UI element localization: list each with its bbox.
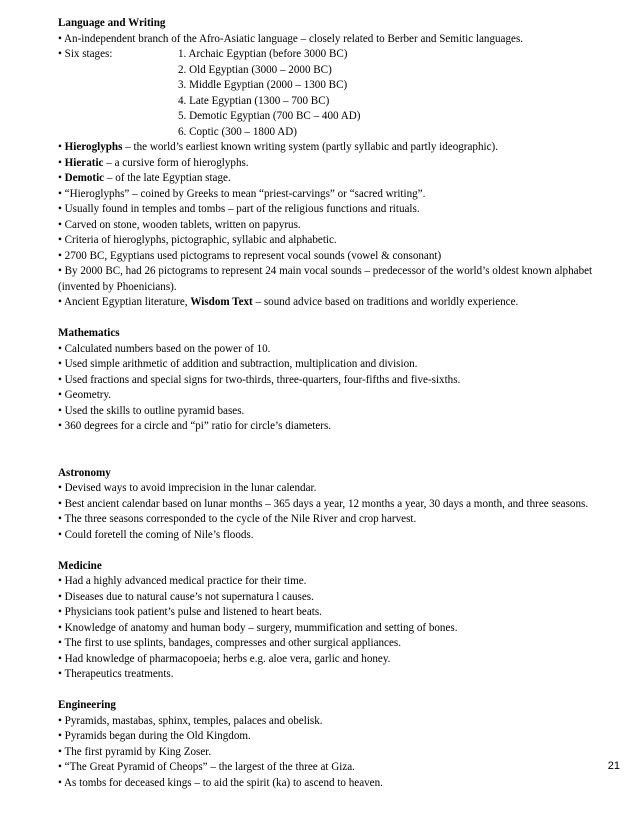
- list-item: • Had a highly advanced medical practice for their time.: [58, 575, 307, 587]
- stage-item: 5. Demotic Egyptian (700 BC – 400 AD): [178, 110, 361, 122]
- list-item: • The three seasons corresponded to the cycle of the Nile River and crop harvest.: [58, 513, 417, 525]
- list-item: • Pyramids, mastabas, sphinx, temples, palaces and obelisk.: [58, 714, 323, 727]
- stage-item: 4. Late Egyptian (1300 – 700 BC): [178, 94, 330, 107]
- six-stages-list: [58, 47, 620, 140]
- temples-item: • Usually found in temples and tombs – part of the religious functions and rituals.: [58, 203, 420, 215]
- list-item: • Best ancient calendar based on lunar months – 365 days a year, 12 months a year, 30 days a month, and three seasons.: [58, 497, 589, 510]
- language-branch-item: • An-independent branch of the Afro-Asiatic language – closely related to Berber and Semitic languages.: [58, 32, 524, 45]
- language-writing-section: [58, 16, 620, 311]
- stage-item: 3. Middle Egyptian (2000 – 1300 BC): [178, 79, 348, 91]
- hieratic-term: Hieratic: [64, 156, 104, 169]
- astronomy-section: [58, 466, 620, 544]
- stage-item: 1. Archaic Egyptian (before 3000 BC): [178, 48, 348, 60]
- list-item: • Calculated numbers based on the power of 10.: [58, 342, 271, 355]
- list-item: • “The Great Pyramid of Cheops” – the largest of the three at Giza.: [58, 761, 355, 773]
- list-item: • Geometry.: [58, 389, 112, 401]
- list-item: • Physicians took patient’s pulse and listened to heart beats.: [58, 606, 322, 618]
- demotic-term: Demotic: [64, 172, 105, 184]
- literature-before: • Ancient Egyptian literature,: [58, 296, 191, 308]
- list-item: • Used the skills to outline pyramid bases.: [58, 404, 245, 417]
- list-item: • The first to use splints, bandages, compresses and other surgical appliances.: [58, 637, 401, 649]
- literature-item: [58, 295, 620, 311]
- pictograms-2000bc-item: • By 2000 BC, had 26 pictograms to represent 24 main vocal sounds – predecessor of the world’s oldest known alphabet (invented by Phoenicians).: [58, 265, 593, 293]
- hieroglyphs-coined-item: • “Hieroglyphs” – coined by Greeks to mean “priest-carvings” or “sacred writing”.: [58, 187, 426, 200]
- list-item: • Used simple arithmetic of addition and subtraction, multiplication and division.: [58, 358, 418, 370]
- criteria-item: • Criteria of hieroglyphs, pictographic, syllabic and alphabetic.: [58, 234, 337, 246]
- stage-item: 2. Old Egyptian (3000 – 2000 BC): [178, 63, 332, 76]
- six-stages-label: • Six stages:: [58, 48, 113, 60]
- list-item: • Could foretell the coming of Nile’s floods.: [58, 528, 254, 541]
- astronomy-heading: Astronomy: [58, 466, 111, 479]
- carved-item: • Carved on stone, wooden tablets, written on papyrus.: [58, 218, 301, 231]
- list-item: • Had knowledge of pharmacopoeia; herbs e.g. aloe vera, garlic and honey.: [58, 652, 391, 665]
- mathematics-section: [58, 326, 620, 435]
- hieroglyphs-term: Hieroglyphs: [64, 141, 123, 153]
- hieroglyphs-text: – the world’s earliest known writing system (partly syllabic and partly ideographic).: [122, 141, 498, 153]
- list-item: • Used fractions and special signs for two-thirds, three-quarters, four-fifths and five-sixths.: [58, 373, 461, 386]
- medicine-heading: Medicine: [58, 559, 102, 572]
- list-item: • Pyramids began during the Old Kingdom.: [58, 730, 251, 742]
- pictograms-2700bc-item: • 2700 BC, Egyptians used pictograms to represent vocal sounds (vowel & consonant): [58, 249, 442, 262]
- list-item: • Therapeutics treatments.: [58, 668, 174, 680]
- medicine-section: [58, 559, 620, 683]
- wisdom-text-term: Wisdom Text: [190, 296, 253, 308]
- list-item: • As tombs for deceased kings – to aid the spirit (ka) to ascend to heaven.: [58, 776, 383, 789]
- list-item: • Knowledge of anatomy and human body – surgery, mummification and setting of bones.: [58, 621, 458, 634]
- list-item: • The first pyramid by King Zoser.: [58, 745, 212, 758]
- list-item: • Diseases due to natural cause’s not supernatura l causes.: [58, 590, 314, 603]
- list-item: • Devised ways to avoid imprecision in the lunar calendar.: [58, 482, 317, 494]
- document-page: [58, 16, 620, 791]
- literature-after: – sound advice based on traditions and worldly experience.: [252, 296, 519, 308]
- stage-item: 6. Coptic (300 – 1800 AD): [178, 125, 297, 138]
- demotic-item: • Demotic – of the late Egyptian stage.: [58, 172, 231, 184]
- hieratic-text: – a cursive form of hieroglyphs.: [103, 156, 249, 169]
- page-number: 21: [607, 760, 620, 772]
- language-writing-heading: Language and Writing: [58, 17, 166, 29]
- hieratic-item: • Hieratic – a cursive form of hieroglyphs.: [58, 156, 249, 169]
- engineering-heading: Engineering: [58, 699, 116, 711]
- list-item: • 360 degrees for a circle and “pi” ratio for circle’s diameters.: [58, 420, 332, 432]
- stages-items: [178, 47, 360, 140]
- engineering-section: [58, 698, 620, 791]
- hieroglyphs-item: • Hieroglyphs – the world’s earliest known writing system (partly syllabic and partly ideographic).: [58, 141, 498, 153]
- mathematics-heading: Mathematics: [58, 327, 120, 339]
- demotic-text: – of the late Egyptian stage.: [104, 172, 231, 184]
